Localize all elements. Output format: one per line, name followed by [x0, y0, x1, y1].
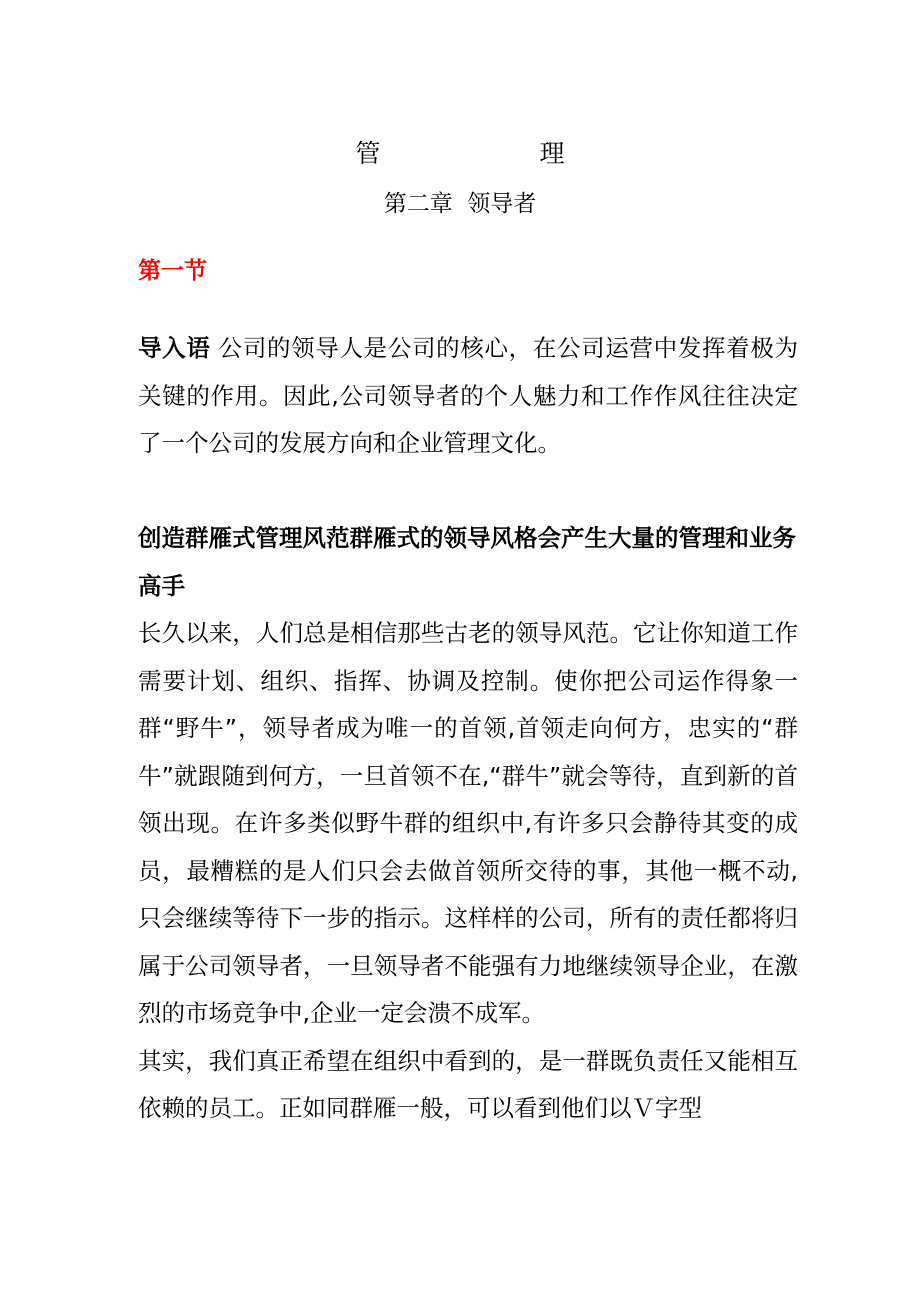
section-label: 第一节: [138, 258, 207, 284]
body-paragraph-1: 长久以来，人们总是相信那些古老的领导风范。它让你知道工作需要计划、组织、指挥、协调及控制。使你把公司运作得象一群“野牛”，领导者成为唯一的首领,首领走向何方，忠实的“群牛”就跟随到何方，一旦首领不在,“群牛”就会等待，直到新的首领出现。在许多类似野牛群的组织中,有许多只会静待其变的成员，最糟糕的是人们只会去做首领所交待的事，其他一概不动,只会继续等待下一步的指示。这样样的公司，所有的责任都将归属于公司领导者，一旦领导者不能强有力地继续领导企业，在激烈的市场竞争中,企业一定会溃不成军。: [138, 619, 798, 1027]
intro-lead-label: 导入语: [138, 334, 211, 362]
intro-body-text: 公司的领导人是公司的核心，在公司运营中发挥着极为关键的作用。因此,公司领导者的个人魅力和工作作风往往决定了一个公司的发展方向和企业管理文化。: [138, 334, 798, 457]
body-column: [138, 325, 798, 1133]
page-title: 管 理: [355, 139, 565, 168]
chapter-subtitle: 第二章 领导者: [383, 191, 537, 217]
body-paragraph-2: 其实，我们真正希望在组织中看到的，是一群既负责任又能相互依赖的员工。正如同群雁一般，可以看到他们以Ｖ字型: [138, 1046, 798, 1122]
intro-paragraph: [138, 325, 798, 468]
section-subheading: 创造群雁式管理风范群雁式的领导风格会产生大量的管理和业务高手: [138, 524, 796, 600]
